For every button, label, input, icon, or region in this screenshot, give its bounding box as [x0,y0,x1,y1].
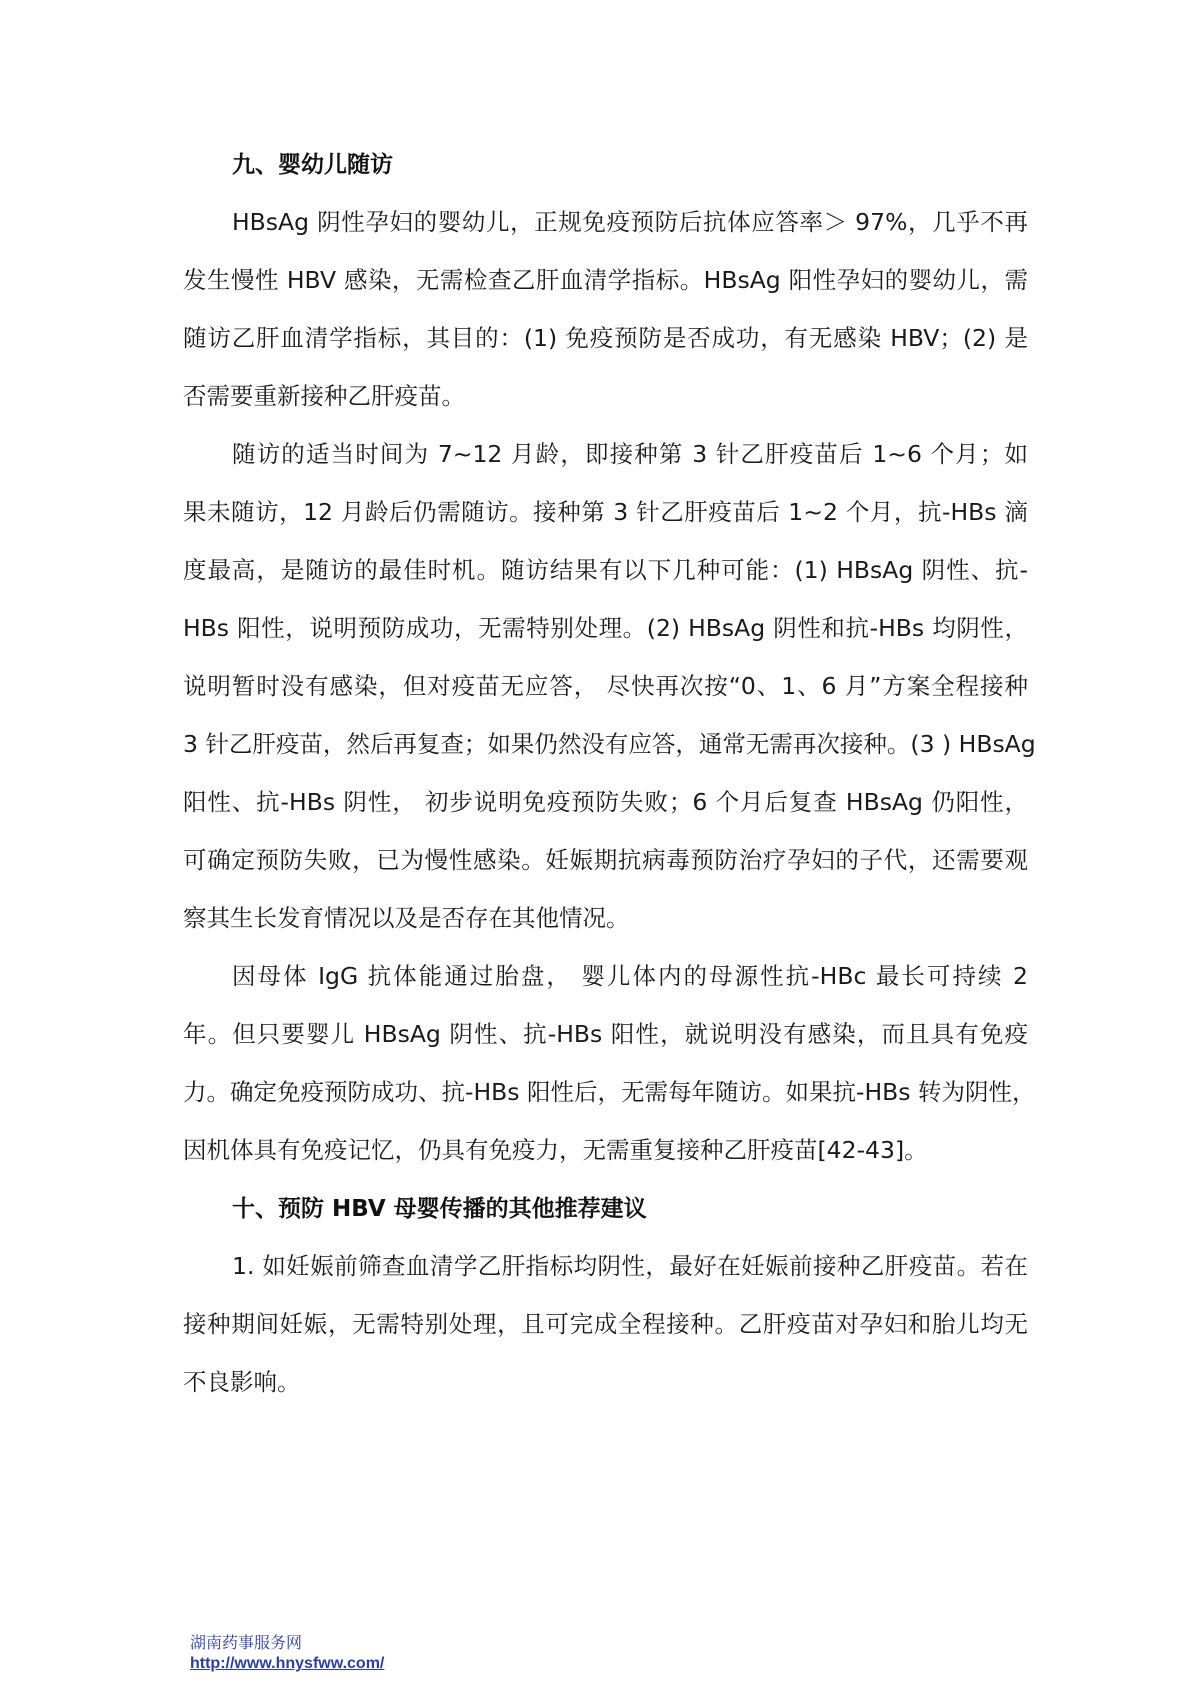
paragraph-line: 说明暂时没有感染，但对疫苗无应答， 尽快再次按“0、1、6 月”方案全程接种 [183,672,1028,700]
paragraph-line: 发生慢性 HBV 感染，无需检查乙肝血清学指标。HBsAg 阳性孕妇的婴幼儿，需 [183,266,1028,294]
paragraph-line: HBs 阳性，说明预防成功，无需特别处理。(2) HBsAg 阴性和抗-HBs 均阴性， [183,614,1028,642]
paragraph-line: 不良影响。 [183,1368,301,1396]
paragraph-line: 3 针乙肝疫苗，然后再复查；如果仍然没有应答，通常无需再次接种。(3 ) HBsAg [183,730,1036,758]
paragraph-line: 因机体具有免疫记忆，仍具有免疫力，无需重复接种乙肝疫苗[42-43]。 [183,1136,928,1164]
paragraph-line: 阳性、抗-HBs 阴性， 初步说明免疫预防失败；6 个月后复查 HBsAg 仍阳性， [183,788,1028,816]
paragraph-line: HBsAg 阴性孕妇的婴幼儿，正规免疫预防后抗体应答率＞ 97%，几乎不再 [232,208,1028,236]
paragraph-line: 度最高，是随访的最佳时机。随访结果有以下几种可能：(1) HBsAg 阴性、抗- [183,556,1028,584]
paragraph-line: 1. 如妊娠前筛查血清学乙肝指标均阴性，最好在妊娠前接种乙肝疫苗。若在 [232,1252,1028,1280]
paragraph-line: 否需要重新接种乙肝疫苗。 [183,382,465,410]
paragraph-line: 力。确定免疫预防成功、抗-HBs 阳性后，无需每年随访。如果抗-HBs 转为阴性， [183,1078,1036,1106]
paragraph-line: 果未随访，12 月龄后仍需随访。接种第 3 针乙肝疫苗后 1~2 个月，抗-HBs 滴 [183,498,1028,526]
paragraph-line: 年。但只要婴儿 HBsAg 阴性、抗-HBs 阳性，就说明没有感染，而且具有免疫 [183,1020,1028,1048]
section-heading: 十、预防 HBV 母婴传播的其他推荐建议 [232,1196,647,1222]
section-heading: 九、婴幼儿随访 [232,152,393,178]
footer-site-name: 湖南药事服务网 [190,1633,303,1652]
paragraph-line: 随访乙肝血清学指标，其目的：(1) 免疫预防是否成功，有无感染 HBV；(2) 是 [183,324,1028,352]
paragraph-line: 可确定预防失败，已为慢性感染。妊娠期抗病毒预防治疗孕妇的子代，还需要观 [183,846,1028,874]
paragraph-line: 随访的适当时间为 7~12 月龄，即接种第 3 针乙肝疫苗后 1~6 个月；如 [232,440,1028,468]
paragraph-line: 察其生长发育情况以及是否存在其他情况。 [183,904,630,932]
paragraph-line: 接种期间妊娠，无需特别处理，且可完成全程接种。乙肝疫苗对孕妇和胎儿均无 [183,1310,1028,1338]
footer-url-link[interactable]: http://www.hnysfww.com/ [190,1655,385,1672]
paragraph-line: 因母体 IgG 抗体能通过胎盘， 婴儿体内的母源性抗-HBc 最长可持续 2 [232,962,1028,990]
